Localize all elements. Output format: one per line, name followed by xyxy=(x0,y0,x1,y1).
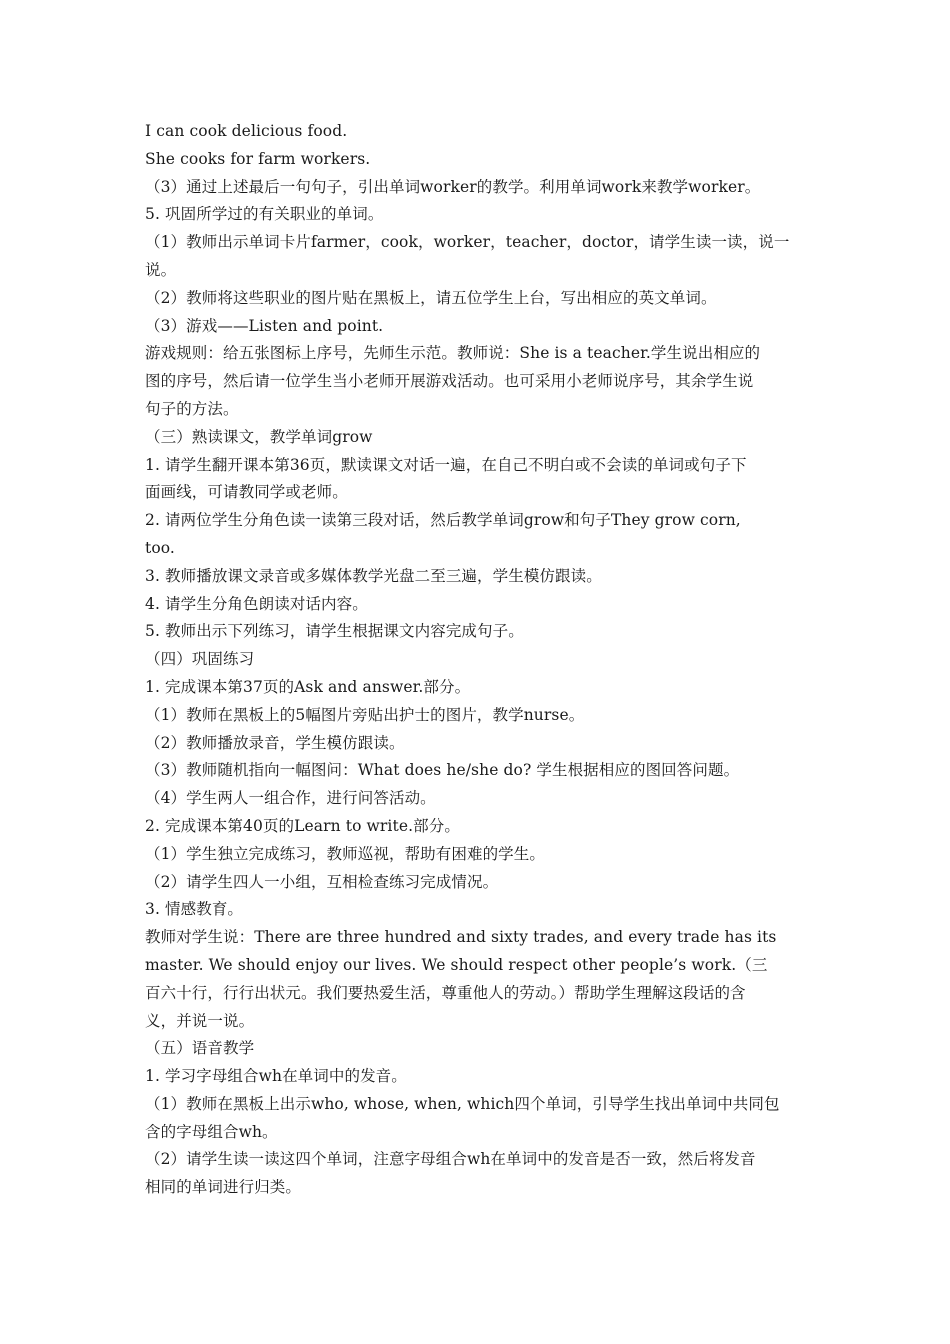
text-line: 面画线，可请教同学或老师。 xyxy=(145,483,348,502)
text-line: too. xyxy=(145,538,175,557)
text-line: （1）教师在黑板上出示who, whose, when, which四个单词，引导学生找出单词中共同包 xyxy=(145,1094,780,1113)
text-line: （2）请学生读一读这四个单词，注意字母组合wh在单词中的发音是否一致，然后将发音 xyxy=(145,1150,756,1169)
text-line: 说。 xyxy=(145,260,177,279)
text-line: 2. 完成课本第40页的Learn to write.部分。 xyxy=(145,816,460,835)
text-line: 1. 学习字母组合wh在单词中的发音。 xyxy=(145,1067,407,1086)
section-heading: （四）巩固练习 xyxy=(145,650,255,669)
text-line: 百六十行，行行出状元。我们要热爱生活，尊重他人的劳动。）帮助学生理解这段话的含 xyxy=(145,983,746,1002)
text-line: 4. 请学生分角色朗读对话内容。 xyxy=(145,594,368,613)
document-body xyxy=(145,118,815,1202)
text-line: 含的字母组合wh。 xyxy=(145,1122,278,1141)
text-line: （1）教师出示单词卡片farmer，cook，worker，teacher，doctor，请学生读一读，说一 xyxy=(145,233,790,252)
text-line: 5. 教师出示下列练习，请学生根据课文内容完成句子。 xyxy=(145,622,524,641)
text-line: （2）请学生四人一小组，互相检查练习完成情况。 xyxy=(145,872,499,891)
text-line: 5. 巩固所学过的有关职业的单词。 xyxy=(145,205,384,224)
text-line: （1）教师在黑板上的5幅图片旁贴出护士的图片，教学nurse。 xyxy=(145,705,585,724)
text-line: She cooks for farm workers. xyxy=(145,149,371,168)
text-line: 3. 情感教育。 xyxy=(145,900,244,919)
text-line: （4）学生两人一组合作，进行问答活动。 xyxy=(145,789,436,808)
section-heading: （三）熟读课文，教学单词grow xyxy=(145,427,373,446)
text-line: （1）学生独立完成练习，教师巡视，帮助有困难的学生。 xyxy=(145,844,545,863)
text-line: master. We should enjoy our lives. We should respect other people’s work.（三 xyxy=(145,955,768,974)
text-line: （3）通过上述最后一句句子，引出单词worker的教学。利用单词work来教学worker。 xyxy=(145,177,761,196)
text-line: I can cook delicious food. xyxy=(145,122,348,140)
text-line: （2）教师播放录音，学生模仿跟读。 xyxy=(145,733,405,752)
text-line: 教师对学生说：There are three hundred and sixty trades, and every trade has its xyxy=(145,928,777,947)
text-line: 句子的方法。 xyxy=(145,399,239,418)
section-heading: （五）语音教学 xyxy=(145,1039,255,1058)
text-line: 图的序号，然后请一位学生当小老师开展游戏活动。也可采用小老师说序号，其余学生说 xyxy=(145,372,754,391)
text-line: 1. 请学生翻开课本第36页，默读课文对话一遍，在自己不明白或不会读的单词或句子下 xyxy=(145,455,747,474)
text-line: 1. 完成课本第37页的Ask and answer.部分。 xyxy=(145,677,471,696)
text-line: 义，并说一说。 xyxy=(145,1011,255,1030)
text-line: 游戏规则：给五张图标上序号，先师生示范。教师说：She is a teacher.学生说出相应的 xyxy=(145,344,761,363)
text-line: （3）教师随机指向一幅图问：What does he/she do? 学生根据相应的图回答问题。 xyxy=(145,761,740,780)
text-line: 2. 请两位学生分角色读一读第三段对话，然后教学单词grow和句子They grow corn, xyxy=(145,511,741,530)
text-line: 相同的单词进行归类。 xyxy=(145,1178,302,1197)
text-line: （2）教师将这些职业的图片贴在黑板上，请五位学生上台，写出相应的英文单词。 xyxy=(145,288,717,307)
text-line: 3. 教师播放课文录音或多媒体教学光盘二至三遍，学生模仿跟读。 xyxy=(145,566,602,585)
text-line: （3）游戏——Listen and point. xyxy=(145,316,384,335)
